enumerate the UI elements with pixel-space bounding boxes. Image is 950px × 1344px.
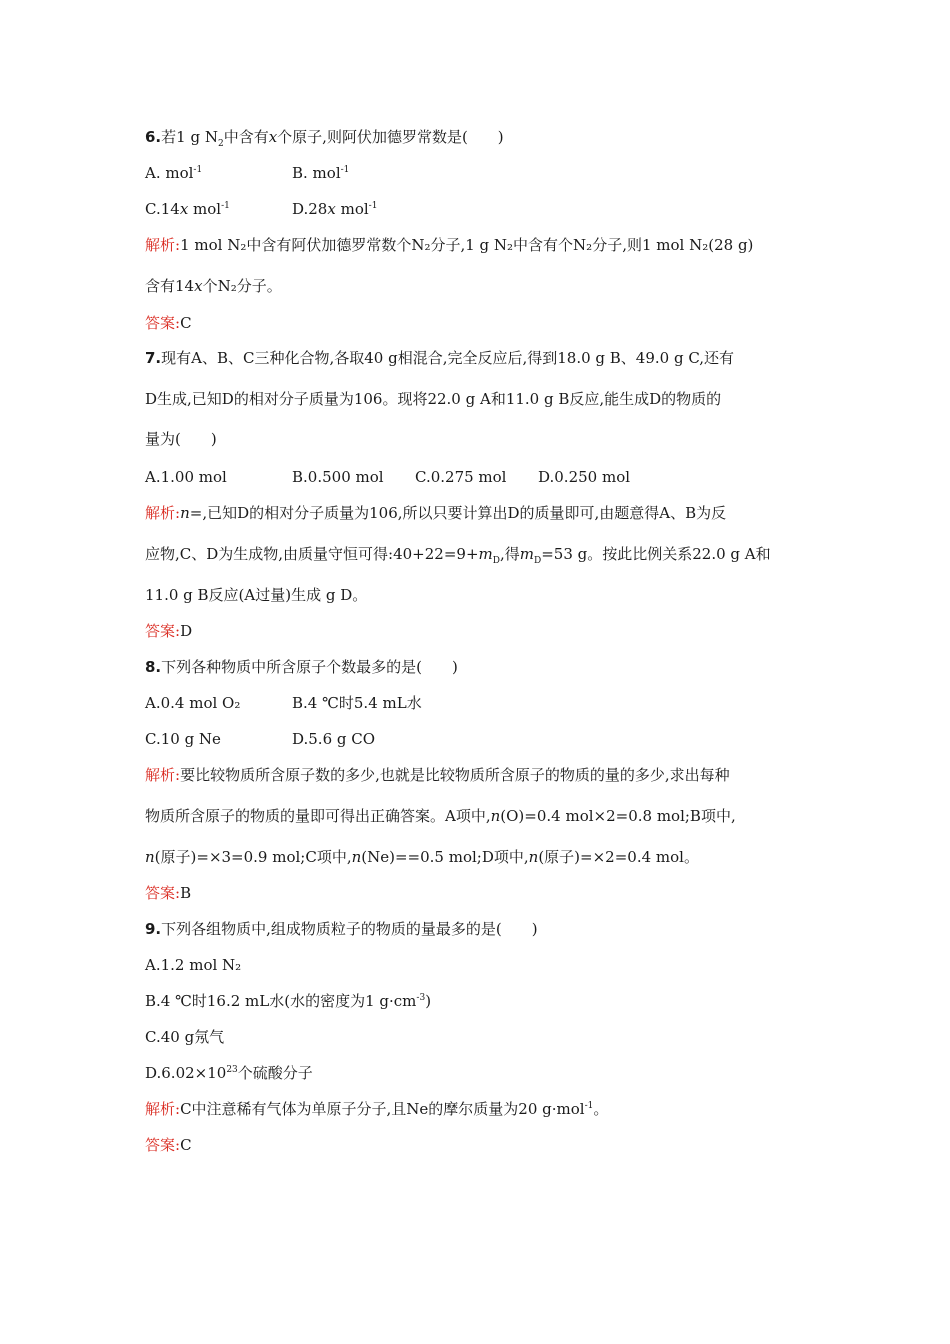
- q6-number: 6.: [145, 128, 162, 146]
- q6-option-a: A. mol$^{-1}$: [145, 164, 203, 182]
- q7-option-a: A.1.00 mol: [145, 468, 227, 486]
- q6-stem: [145, 127, 504, 147]
- q7-analysis-line-1: 解析:n=,已知D的相对分子质量为106,所以只要计算出D的质量即可,由题意得A、B为反: [145, 504, 727, 522]
- q8-analysis-line-2: 物质所含原子的物质的量即可得出正确答案。A项中,n(O)=0.4 mol×2=0.8 mol;B项中,: [145, 807, 736, 825]
- q7-answer: [145, 621, 192, 641]
- q6-stem-text-a: 若1 g N: [161, 128, 218, 146]
- q8-answer-label: 答案:: [145, 884, 181, 902]
- q9-number: 9.: [145, 920, 162, 938]
- q7-stem-line-1: 7.现有A、B、C三种化合物,各取40 g相混合,完全反应后,得到18.0 g B、49.0 g C,还有: [145, 349, 735, 367]
- q7-answer-value: D: [180, 622, 193, 640]
- q9-option-a: A.1.2 mol N₂: [145, 956, 242, 974]
- q7-stem-line-3: 量为( ): [145, 430, 217, 448]
- q8-analysis-line-3: n(原子)=×3=0.9 mol;C项中,n(Ne)==0.5 mol;D项中,n(原子)=×2=0.4 mol。: [145, 848, 699, 866]
- q7-answer-label: 答案:: [145, 622, 181, 640]
- q8-answer-value: B: [180, 884, 192, 902]
- q7-analysis-label: 解析:: [145, 504, 181, 522]
- q9-analysis: 解析:C中注意稀有气体为单原子分子,且Ne的摩尔质量为20 g·mol$^{-1}$。: [145, 1100, 609, 1118]
- q7-stem-line-2: D生成,已知D的相对分子质量为106。现将22.0 g A和11.0 g B反应,能生成D的物质的: [145, 390, 722, 408]
- q7-number: 7.: [145, 349, 162, 367]
- q8-analysis-line-1: 解析:要比较物质所含原子数的多少,也就是比较物质所含原子的物质的量的多少,求出每种: [145, 766, 730, 784]
- q8-option-b: B.4 ℃时5.4 mL水: [292, 694, 422, 712]
- q6-stem-text-c: 个原子,则阿伏加德罗常数是( ): [277, 128, 504, 146]
- q9-analysis-label: 解析:: [145, 1100, 181, 1118]
- q6-option-d: D.28x mol$^{-1}$: [292, 200, 378, 218]
- q6-answer: [145, 313, 192, 333]
- q6-answer-value: C: [180, 314, 192, 332]
- q8-number: 8.: [145, 658, 162, 676]
- q8-answer: [145, 883, 191, 903]
- q7-analysis-line-3: 11.0 g B反应(A过量)生成 g D。: [145, 586, 368, 604]
- q6-stem-text-b: 中含有: [223, 128, 269, 146]
- q7-analysis-line-2: 应物,C、D为生成物,由质量守恒可得$:40+22=9+m_D$,得$m_D=53$ g。按此比例关系22.0 g A和: [145, 545, 771, 566]
- q8-analysis-label: 解析:: [145, 766, 181, 784]
- q6-analysis-line-2: 含有14x个N₂分子。: [145, 277, 282, 295]
- q6-stem-sub: 2: [217, 139, 224, 149]
- q6-stem-var: x: [268, 128, 278, 146]
- q9-option-d: $D.6.02\times 10^{23}$个硫酸分子: [145, 1064, 313, 1082]
- q6-option-b: B. mol$^{-1}$: [292, 164, 350, 182]
- q6-option-c: C.14x mol$^{-1}$: [145, 200, 230, 218]
- q7-option-b: B.0.500 mol: [292, 468, 384, 486]
- q8-stem: 8.下列各种物质中所含原子个数最多的是( ): [145, 658, 458, 676]
- q9-answer: [145, 1135, 192, 1155]
- q9-option-c: C.40 g氖气: [145, 1028, 225, 1046]
- q9-answer-value: C: [180, 1136, 192, 1154]
- q8-option-a: A.0.4 mol O₂: [145, 694, 241, 712]
- q9-answer-label: 答案:: [145, 1136, 181, 1154]
- q6-answer-label: 答案:: [145, 314, 181, 332]
- q6-analysis-line-1: 解析:1 mol N₂中含有阿伏加德罗常数个N₂分子,1 g N₂中含有个N₂分子,则1 mol N₂(28 g): [145, 236, 754, 254]
- q9-option-b: B.4 ℃时16.2 mL水(水的密度为1 $g\cdot cm^{-3}$): [145, 992, 432, 1010]
- q6-analysis-label: 解析:: [145, 236, 181, 254]
- q8-option-c: C.10 g Ne: [145, 730, 221, 748]
- q8-option-d: D.5.6 g CO: [292, 730, 376, 748]
- q7-option-d: D.0.250 mol: [538, 468, 631, 486]
- q9-stem: 9.下列各组物质中,组成物质粒子的物质的量最多的是( ): [145, 920, 538, 938]
- q7-option-c: C.0.275 mol: [415, 468, 507, 486]
